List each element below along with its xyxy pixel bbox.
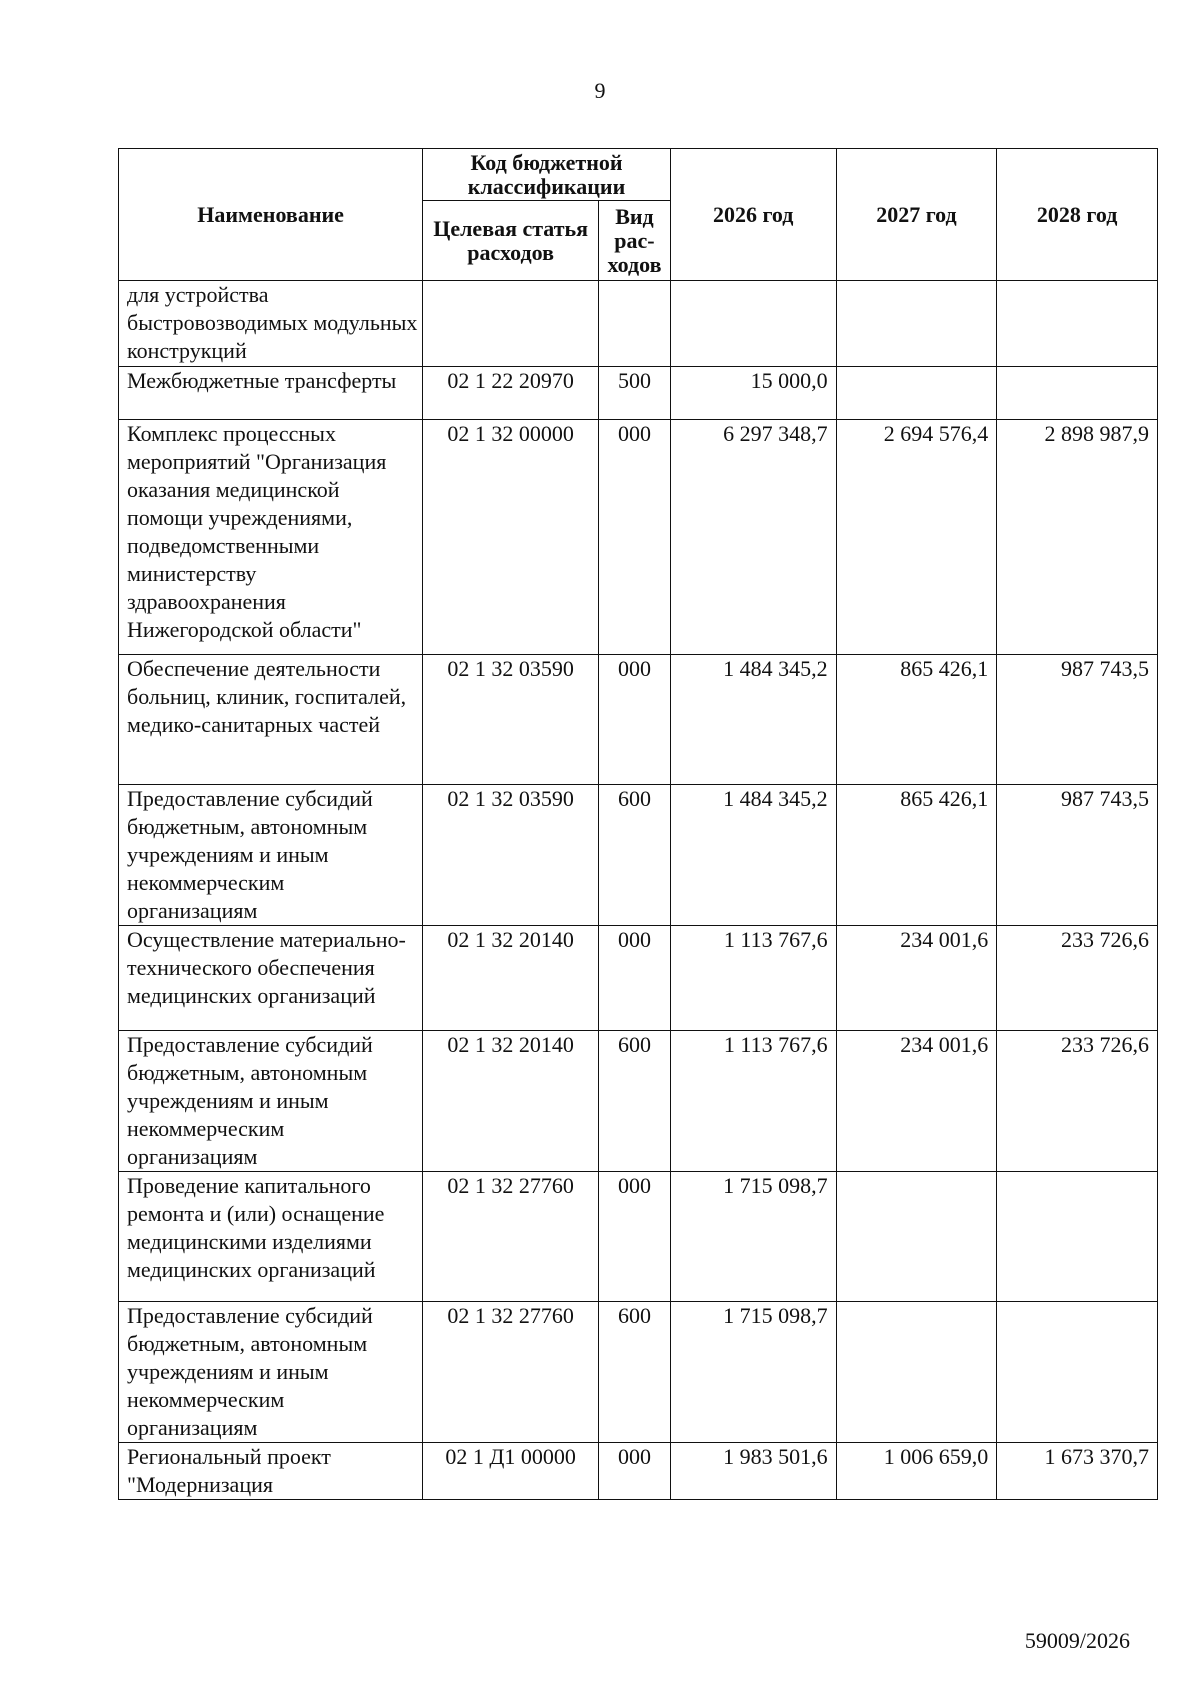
header-vr: Вид рас-ходов <box>599 201 671 281</box>
row-2026-cell: 1 484 345,2 <box>670 655 836 785</box>
table-row <box>119 420 1158 655</box>
row-2028-cell <box>997 1302 1158 1443</box>
row-csr-cell: 02 1 22 20970 <box>423 367 599 420</box>
header-2027: 2027 год <box>836 149 997 281</box>
row-2026-cell: 1 484 345,2 <box>670 785 836 926</box>
row-2026-cell: 1 983 501,6 <box>670 1443 836 1500</box>
row-2028-cell <box>997 281 1158 367</box>
row-2027-cell: 1 006 659,0 <box>836 1443 997 1500</box>
table-row <box>119 367 1158 420</box>
row-csr-cell: 02 1 Д1 00000 <box>423 1443 599 1500</box>
row-name-cell: Предоставление субсидий бюджетным, автономным учреждениям и иным некоммерческим организациям <box>119 1302 423 1443</box>
row-2028-cell: 987 743,5 <box>997 785 1158 926</box>
row-2026-cell: 15 000,0 <box>670 367 836 420</box>
header-csr: Целевая статья расходов <box>423 201 599 281</box>
row-name-cell: Комплекс процессных мероприятий "Организация оказания медицинской помощи учреждениями, подведомственными министерству здравоохранения Нижегородской области" <box>119 420 423 655</box>
row-csr-cell: 02 1 32 20140 <box>423 926 599 1031</box>
row-2028-cell: 233 726,6 <box>997 926 1158 1031</box>
row-2028-cell: 1 673 370,7 <box>997 1443 1158 1500</box>
row-name-cell: для устройства быстровозводимых модульных конструкций <box>119 281 423 367</box>
table-row <box>119 926 1158 1031</box>
row-2027-cell: 2 694 576,4 <box>836 420 997 655</box>
row-2026-cell: 1 113 767,6 <box>670 1031 836 1172</box>
row-2027-cell: 865 426,1 <box>836 655 997 785</box>
row-csr-cell: 02 1 32 20140 <box>423 1031 599 1172</box>
row-2028-cell: 987 743,5 <box>997 655 1158 785</box>
header-name: Наименование <box>119 149 423 281</box>
table-row <box>119 655 1158 785</box>
row-2028-cell: 233 726,6 <box>997 1031 1158 1172</box>
row-2026-cell: 1 113 767,6 <box>670 926 836 1031</box>
table-row <box>119 785 1158 926</box>
header-kbk: Код бюджетной классификации <box>423 149 671 201</box>
row-name-cell: Обеспечение деятельности больниц, клиник, госпиталей, медико-санитарных частей <box>119 655 423 785</box>
row-2028-cell <box>997 1172 1158 1302</box>
row-2027-cell <box>836 281 997 367</box>
row-2028-cell: 2 898 987,9 <box>997 420 1158 655</box>
row-csr-cell: 02 1 32 27760 <box>423 1172 599 1302</box>
row-2027-cell <box>836 1172 997 1302</box>
row-name-cell: Предоставление субсидий бюджетным, автономным учреждениям и иным некоммерческим организациям <box>119 785 423 926</box>
row-2028-cell <box>997 367 1158 420</box>
row-vr-cell: 600 <box>599 1302 671 1443</box>
table-row <box>119 1302 1158 1443</box>
row-2026-cell: 1 715 098,7 <box>670 1302 836 1443</box>
table-row <box>119 1443 1158 1500</box>
row-csr-cell: 02 1 32 03590 <box>423 785 599 926</box>
row-2026-cell: 1 715 098,7 <box>670 1172 836 1302</box>
row-name-cell: Региональный проект "Модернизация <box>119 1443 423 1500</box>
budget-table <box>118 148 1158 1500</box>
row-2026-cell <box>670 281 836 367</box>
header-2028: 2028 год <box>997 149 1158 281</box>
table-row <box>119 1031 1158 1172</box>
row-vr-cell: 000 <box>599 1172 671 1302</box>
row-2027-cell: 234 001,6 <box>836 1031 997 1172</box>
row-vr-cell <box>599 281 671 367</box>
row-name-cell: Осуществление материально-технического обеспечения медицинских организаций <box>119 926 423 1031</box>
row-vr-cell: 600 <box>599 785 671 926</box>
row-vr-cell: 600 <box>599 1031 671 1172</box>
row-vr-cell: 000 <box>599 1443 671 1500</box>
page-number: 9 <box>594 78 606 103</box>
header-2026: 2026 год <box>670 149 836 281</box>
row-2027-cell <box>836 367 997 420</box>
row-name-cell: Межбюджетные трансферты <box>119 367 423 420</box>
row-name-cell: Проведение капитального ремонта и (или) оснащение медицинскими изделиями медицинских организаций <box>119 1172 423 1302</box>
row-csr-cell: 02 1 32 00000 <box>423 420 599 655</box>
row-csr-cell: 02 1 32 27760 <box>423 1302 599 1443</box>
table-row <box>119 281 1158 367</box>
row-csr-cell <box>423 281 599 367</box>
row-name-cell: Предоставление субсидий бюджетным, автономным учреждениям и иным некоммерческим организациям <box>119 1031 423 1172</box>
table-body <box>119 281 1158 1500</box>
row-vr-cell: 000 <box>599 655 671 785</box>
row-2027-cell <box>836 1302 997 1443</box>
row-csr-cell: 02 1 32 03590 <box>423 655 599 785</box>
row-vr-cell: 000 <box>599 926 671 1031</box>
document-number: 59009/2026 <box>1024 1628 1130 1653</box>
row-2027-cell: 234 001,6 <box>836 926 997 1031</box>
row-2027-cell: 865 426,1 <box>836 785 997 926</box>
table-row <box>119 1172 1158 1302</box>
row-2026-cell: 6 297 348,7 <box>670 420 836 655</box>
row-vr-cell: 000 <box>599 420 671 655</box>
row-vr-cell: 500 <box>599 367 671 420</box>
